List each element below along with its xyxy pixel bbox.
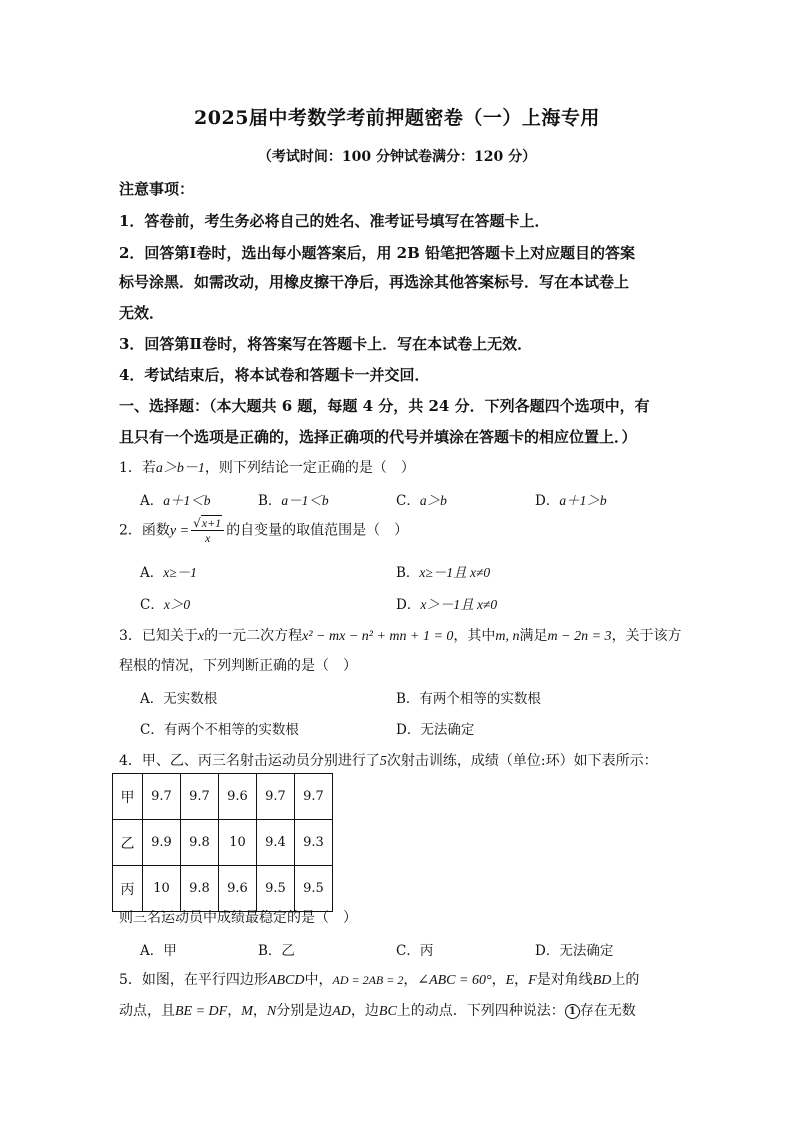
table-cell: 9.7	[181, 774, 219, 820]
question-4: 4．甲、乙、丙三名射击运动员分别进行了5次射击训练，成绩（单位:环）如下表所示：	[119, 753, 658, 769]
q1-option-b[interactable]: B．a－1＜b	[258, 493, 329, 509]
table-cell: 9.8	[181, 820, 219, 866]
q3-option-a[interactable]: A．无实数根	[140, 691, 218, 707]
q1-option-d[interactable]: D．a＋1＞b	[535, 493, 607, 509]
table-cell: 10	[143, 866, 181, 912]
q1-condition: a＞b－1	[155, 461, 205, 476]
q4-option-a[interactable]: A．甲	[140, 943, 177, 959]
notice-item-2-cont: 标号涂黑．如需改动，用橡皮擦干净后，再选涂其他答案标号．写在本试卷上	[119, 273, 630, 291]
notice-heading: 注意事项：	[119, 180, 195, 198]
q2-fn-lhs: y =	[169, 523, 190, 539]
q1-option-c[interactable]: C．a＞b	[396, 493, 447, 509]
q2-suffix: 的自变量的取值范围是（ ）	[226, 522, 409, 539]
notice-item-4: 4．考试结束后，将本试卷和答题卡一并交回．	[119, 366, 430, 384]
q1-option-a[interactable]: A．a＋1＜b	[140, 493, 211, 509]
notice-item-3: 3．回答第Ⅱ卷时，将答案写在答题卡上．写在本试卷上无效．	[119, 335, 533, 353]
q1-suffix: ，则下列结论一定正确的是（ ）	[204, 460, 415, 476]
table-row	[113, 820, 333, 866]
table-cell: 甲	[113, 774, 143, 820]
q2-fraction: $\frac{√x+1}{x}$	[191, 516, 224, 545]
question-2	[119, 516, 408, 545]
section-heading-cont: 且只有一个选项是正确的，选择正确项的代号并填涂在答题卡的相应位置上．）	[119, 428, 637, 446]
table-cell: 9.7	[143, 774, 181, 820]
question-3: 3．已知关于x的一元二次方程x² − mx − n² + mn + 1 = 0，其中m, n满足m − 2n = 3，关于该方	[119, 628, 682, 644]
q2-prefix: 2．函数	[119, 522, 170, 539]
question-5: 5．如图，在平行四边形ABCD中，AD = 2AB = 2，∠ABC = 60°，E，F是对角线BD上的	[119, 972, 640, 988]
q4-option-d[interactable]: D．无法确定	[535, 943, 614, 959]
q3-option-d[interactable]: D．无法确定	[396, 722, 475, 738]
q3-option-c[interactable]: C．有两个不相等的实数根	[140, 722, 299, 738]
table-cell: 9.5	[295, 866, 333, 912]
scores-table	[112, 773, 333, 912]
table-cell: 9.7	[295, 774, 333, 820]
table-row	[113, 866, 333, 912]
question-4-ask: 则三名运动员中成绩最稳定的是（ ）	[119, 910, 357, 926]
q2-option-b[interactable]: B．x≥－1且 x≠0	[396, 565, 491, 581]
page-title: 2025届中考数学考前押题密卷（一）上海专用	[194, 107, 600, 129]
q3-option-b[interactable]: B．有两个相等的实数根	[396, 691, 541, 707]
notice-item-2: 2．回答第Ⅰ卷时，选出每小题答案后，用 2B 铅笔把答题卡上对应题目的答案	[119, 244, 636, 262]
q2-option-c[interactable]: C．x＞0	[140, 597, 191, 613]
table-cell: 丙	[113, 866, 143, 912]
table-cell: 10	[219, 820, 257, 866]
q2-option-d[interactable]: D．x＞－1且 x≠0	[396, 597, 498, 613]
page-subtitle: （考试时间：100 分钟试卷满分：120 分）	[257, 149, 537, 165]
question-5-cont: 动点，且BE = DF，M，N分别是边AD，边BC上的动点．下列四种说法： 1 存在无数	[119, 1003, 636, 1019]
table-cell: 9.4	[257, 820, 295, 866]
table-row	[113, 774, 333, 820]
q4-option-c[interactable]: C．丙	[396, 943, 434, 959]
circled-number-1: 1	[565, 1004, 580, 1019]
table-cell: 9.3	[295, 820, 333, 866]
q2-option-a[interactable]: A．x≥－1	[140, 565, 197, 581]
q1-prefix: 1．若	[119, 460, 156, 476]
table-cell: 9.6	[219, 774, 257, 820]
q3-equation: x² − mx − n² + mn + 1 = 0	[302, 629, 454, 644]
table-cell: 9.7	[257, 774, 295, 820]
notice-item-1: 1．答卷前，考生务必将自己的姓名、准考证号填写在答题卡上．	[119, 212, 550, 230]
table-cell: 9.6	[219, 866, 257, 912]
question-1	[119, 457, 415, 477]
table-cell: 乙	[113, 820, 143, 866]
table-cell: 9.5	[257, 866, 295, 912]
table-cell: 9.9	[143, 820, 181, 866]
question-3-cont: 程根的情况，下列判断正确的是（ ）	[119, 658, 357, 674]
section-heading: 一、选择题：（本大题共 6 题，每题 4 分，共 24 分．下列各题四个选项中，有	[119, 397, 650, 415]
table-cell: 9.8	[181, 866, 219, 912]
q4-option-b[interactable]: B．乙	[258, 943, 295, 959]
notice-item-2-end: 无效．	[119, 304, 165, 322]
